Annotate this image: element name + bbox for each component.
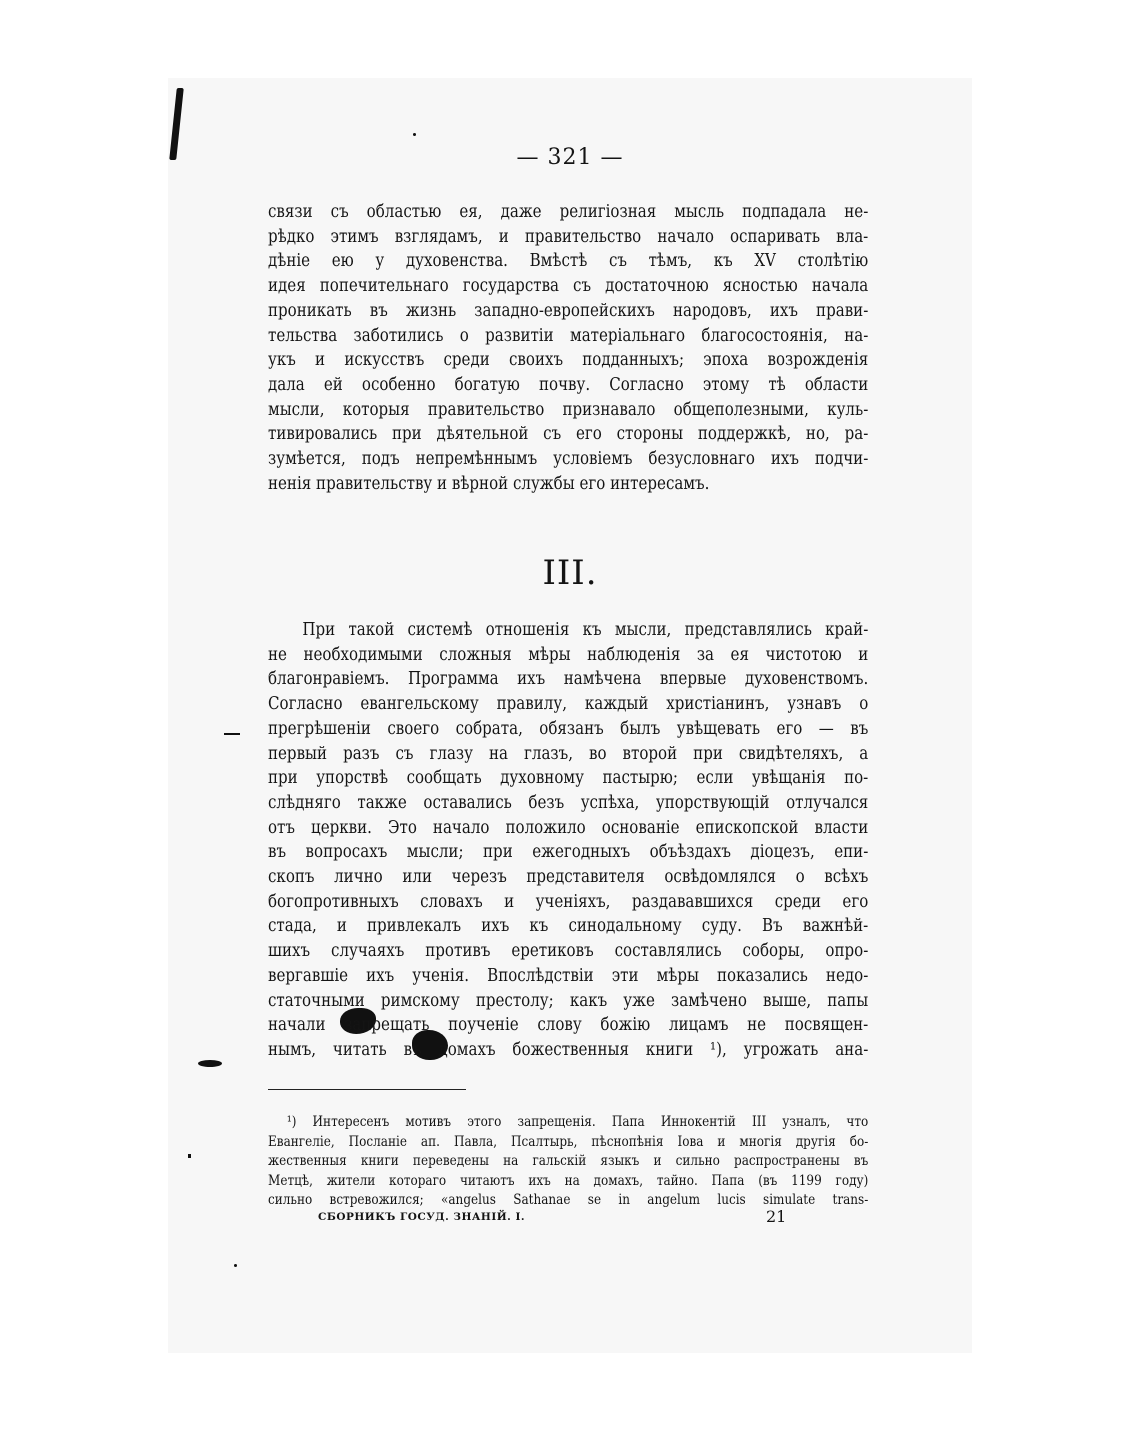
footnote-line: сильно встревожился; «angelus Sathanae se in angelum lucis simulate trans- (268, 1192, 869, 1208)
text-line: проникать въ жизнь западно-европейскихъ народовъ, ихъ прави- (268, 300, 869, 321)
scan-speck (413, 133, 416, 136)
text-line: Согласно евангельскому правилу, каждый христіанинъ, узнавъ о (268, 694, 869, 715)
text-line: въ вопросахъ мысли; при ежегодныхъ объѣздахъ діоцезъ, епи- (268, 842, 869, 863)
text-line: отъ церкви. Это начало положило основаніе епископской власти (268, 817, 869, 838)
text-line: дала ей особенно богатую почву. Согласно этому тѣ области (268, 374, 869, 395)
text-line: При такой системѣ отношенія къ мысли, представлялись край- (302, 620, 869, 640)
footnote (268, 1113, 868, 1211)
text-line: первый разъ съ глазу на глазъ, во второй при свидѣтеляхъ, а (268, 743, 869, 764)
text-line: укъ и искусствъ среди своихъ подданныхъ; эпоха возрожденія (268, 350, 869, 371)
scan-speck (234, 1264, 237, 1267)
text-line: богопротивныхъ словахъ и ученіяхъ, раздававшихся среди его (268, 891, 869, 912)
text-line: рѣдко этимъ взглядамъ, и правительство начало оспаривать вла- (268, 226, 869, 247)
text-line: тельства заботились о развитіи матеріальнаго благосостоянія, на- (268, 325, 869, 346)
footnote-separator (268, 1089, 466, 1090)
text-line: мысли, которыя правительство признавало общеполезными, куль- (268, 399, 869, 420)
sheet-number: 21 (766, 1207, 787, 1226)
text-line: связи съ областью ея, даже религіозная мысль подпадала не- (268, 202, 869, 222)
text-line: зумѣется, подъ непремѣннымъ условіемъ безусловнаго ихъ подчи- (268, 449, 869, 470)
footnote-line: Евангеліе, Посланіе ап. Павла, Псалтырь, пѣснопѣнія Іова и многія другія бо- (268, 1133, 869, 1150)
page-number: — 321 — (516, 145, 624, 170)
text-line: нымъ, читать въ домахъ божественныя книги ¹), угрожать ана- (268, 1039, 869, 1060)
text-line: дѣніе ею у духовенства. Вмѣстѣ съ тѣмъ, къ XV столѣтію (268, 251, 869, 272)
printer-signature: СБОРНИКЪ ГОСУД. ЗНАНІЙ. I. (318, 1211, 526, 1223)
text-line: идея попечительнаго государства съ достаточною ясностью начала (268, 276, 869, 297)
text-line: статочными римскому престолу; какъ уже замѣчено выше, папы (268, 990, 869, 1011)
text-line: вергавшіе ихъ ученія. Впослѣдствіи эти мѣры показались недо- (268, 965, 869, 986)
text-line: не необходимыми сложныя мѣры наблюденія за ея чистотою и (268, 644, 869, 665)
footnote-line: жественныя книги переведены на гальскій языкъ и сильно распространены въ (268, 1153, 869, 1169)
text-line: ненія правительству и вѣрной службы его интересамъ. (268, 473, 710, 494)
footnote-line: ¹) Интересенъ мотивъ этого запрещенія. Папа Иннокентій III узналъ, что (286, 1114, 869, 1130)
text-line: слѣдняго также оставались безъ успѣха, упорствующій отлучался (268, 792, 869, 813)
ink-blot (198, 1060, 222, 1067)
text-line: стада, и привлекалъ ихъ къ синодальному суду. Въ важнѣй- (268, 916, 869, 937)
text-line: при упорствѣ сообщать духовному пастырю; если увѣщанія по- (268, 768, 869, 789)
text-line: благонравіемъ. Программа ихъ намѣчена впервые духовенствомъ. (268, 669, 869, 690)
section-heading: III. (542, 553, 598, 593)
text-line: начали запрещать поученіе слову божію лицамъ не посвящен- (268, 1015, 869, 1036)
margin-dash-mark (224, 733, 240, 735)
text-line: шихъ случаяхъ противъ еретиковъ составлялись соборы, опро- (268, 941, 869, 962)
text-line: тивировались при дѣятельной съ его стороны поддержкѣ, но, ра- (268, 424, 869, 445)
paragraph-continued (268, 200, 869, 496)
text-line: прегрѣшеніи своего собрата, обязанъ былъ увѣщевать его — въ (268, 718, 869, 739)
scan-speck (188, 1154, 191, 1158)
paragraph-section-iii (268, 618, 869, 1063)
text-line: скопъ лично или черезъ представителя освѣдомлялся о всѣхъ (268, 867, 869, 888)
footnote-line: Метцѣ, жители котораго читаютъ ихъ на домахъ, тайно. Папа (въ 1199 году) (268, 1172, 869, 1189)
